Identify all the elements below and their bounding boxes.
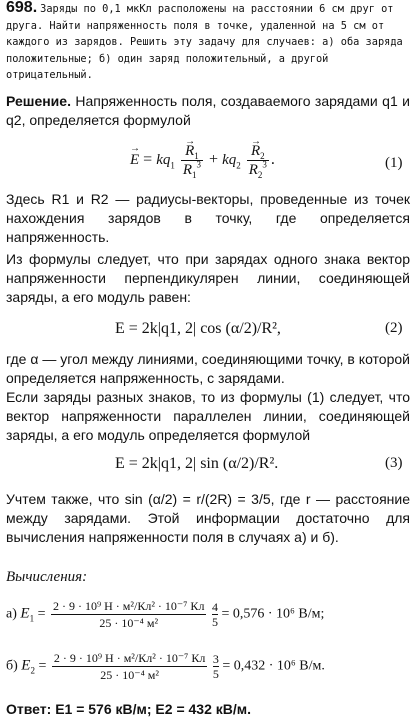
equation-1-number: (1) <box>385 155 403 171</box>
calc-b-result: = 0,432 · 10⁶ В/м. <box>222 658 325 674</box>
calc-b-numerator: 2 · 9 · 10⁹ Н · м²/Кл² · 10⁻⁷ Кл <box>53 651 206 665</box>
problem-number: 698. <box>6 0 38 16</box>
solution-p5: Если заряды разных знаков, то из формулы (1) следует, что вектор напряженности параллелен линии, соединяющей заряды, а его модуль определяется формулой <box>6 389 410 443</box>
solution-intro <box>6 92 410 130</box>
equation-2: E = 2k|q1, 2| cos (α/2)/R², <box>115 320 281 337</box>
calc-b-denominator: 25 · 10⁻⁴ м² <box>100 668 159 682</box>
calc-b-factor-den: 5 <box>212 667 219 681</box>
solution-p6: Учтем также, что sin (α/2) = r/(2R) = 3/5, где r — расстояние между зарядами. Этой информации достаточно для вычисления напряженности поля в случаях а) и б). <box>6 491 410 545</box>
equation-2-number: (2) <box>385 320 403 336</box>
answer-label: Ответ: <box>6 701 52 717</box>
calc-label: Вычисления: <box>6 569 88 585</box>
calc-a-factor-den: 5 <box>211 615 218 629</box>
problem-text: Заряды по 0,1 мкКл расположены на расстоянии 6 см друг от друга. Найти напряженность поля в точке, удаленной на 5 см от каждого из зарядов. Решить эту задачу для случаев: а) оба заряда положительные; б) один заряд положительный, а другой отрицательный. <box>6 3 403 82</box>
problem-statement <box>6 0 410 84</box>
calc-a: а) $E_1$ = $\frac{\text{2 · 9 · 10⁹ Н · м²/Кл² · 10⁻⁷ Кл}}{\text{25 · 10⁻⁴ м²}}$ $\frac{4}{5}$ = 0,576 · 10⁶ В/м; <box>6 599 325 630</box>
answer <box>6 700 410 719</box>
calc-a-result: = 0,576 · 10⁶ В/м; <box>221 606 325 622</box>
calc-a-denominator: 25 · 10⁻⁴ м² <box>99 616 159 630</box>
calc-b: б) $E_2$ = $\frac{\text{2 · 9 · 10⁹ Н · м²/Кл² · 10⁻⁷ Кл}}{\text{25 · 10⁻⁴ м²}}$ $\frac{3}{5}$ = 0,432 · 10⁶ В/м. <box>6 651 325 682</box>
answer-text: E1 = 576 кВ/м; E2 = 432 кВ/м. <box>55 701 252 717</box>
solution-p4: где α — угол между линиями, соединяющими точку, в которой определяется напряженность, с зарядами. <box>6 351 410 386</box>
calc-b-factor-num: 3 <box>212 652 219 666</box>
solution-p2: Здесь R1 и R2 — радиусы-векторы, проведенные из точек нахождения зарядов в точку, где определяется напряженность. <box>6 191 410 245</box>
equation-3: E = 2k|q1, 2| sin (α/2)/R². <box>115 455 279 472</box>
solution-p1: Напряженность поля, создаваемого зарядами q1 и q2, определяется формулой <box>6 93 410 128</box>
solution-label: Решение. <box>6 93 71 109</box>
calc-a-factor-num: 4 <box>211 600 218 614</box>
equation-3-number: (3) <box>385 455 403 471</box>
equation-1: → $E = kq_1$ → $\frac{R_1}{R_1^3}$ + $kq_2$ → $\frac{R_2}{R_2^3}$ . <box>130 142 275 179</box>
calc-a-numerator: 2 · 9 · 10⁹ Н · м²/Кл² · 10⁻⁷ Кл <box>52 599 205 613</box>
solution-p3: Из формулы следует, что при зарядах одного знака вектор напряженности перпендикулярен линии, соединяющей заряды, а его модуль равен: <box>6 251 410 305</box>
